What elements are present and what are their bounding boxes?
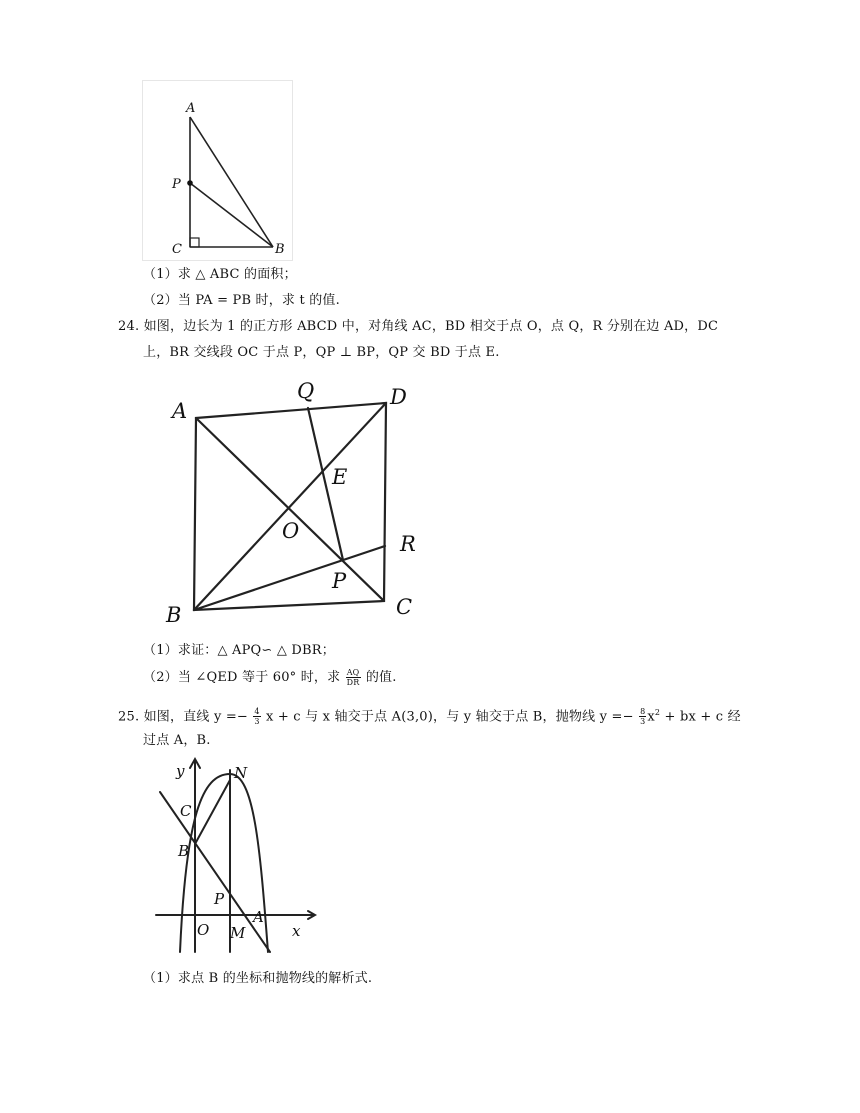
label-a: A — [186, 101, 196, 116]
q25-part1: （1）求点 B 的坐标和抛物线的解析式. — [143, 971, 373, 986]
label-n: N — [234, 764, 248, 782]
fraction-numerator: 4 — [254, 707, 260, 717]
q23-part1: （1）求 △ ABC 的面积； — [143, 267, 297, 282]
label-b: B — [166, 603, 182, 627]
fraction-denominator: DR — [346, 678, 360, 687]
q24-part2-tail: 的值. — [365, 670, 397, 685]
q24-part2-text: （2）当 ∠QED 等于 60° 时，求 — [143, 670, 341, 685]
label-d: D — [390, 385, 407, 409]
fraction-8-3 — [639, 707, 646, 726]
fraction-4-3 — [253, 707, 260, 726]
exponent: 2 — [654, 708, 661, 717]
label-p: P — [214, 890, 225, 908]
label-x: x — [292, 922, 301, 940]
q25-stem-b: x + c 与 x 轴交于点 A(3,0)，与 y 轴交于点 B，抛物线 y =− — [266, 709, 634, 725]
fraction-aq-dr — [346, 668, 361, 687]
q25-stem-line2: 过点 A，B. — [143, 733, 211, 748]
label-a: A — [172, 399, 188, 423]
q25-stem-line1 — [118, 704, 741, 726]
label-o: O — [197, 921, 210, 939]
label-q: Q — [297, 379, 315, 403]
q25-stem-a: 25. 如图，直线 y =− — [118, 709, 249, 725]
fraction-numerator: AQ — [346, 668, 360, 677]
q24-stem-line2: 上，BR 交线段 OC 于点 P，QP ⊥ BP，QP 交 BD 于点 E. — [143, 345, 500, 360]
label-y: y — [176, 762, 185, 780]
q23-part2: （2）当 PA = PB 时，求 t 的值. — [143, 293, 340, 308]
label-c: C — [172, 242, 182, 257]
q23-triangle-diagram — [142, 80, 294, 262]
label-b: B — [275, 242, 285, 257]
label-b: B — [178, 842, 190, 860]
q24-square-diagram — [160, 376, 430, 626]
q25-stem-c: x — [647, 709, 655, 725]
q23-figure — [142, 80, 294, 262]
label-e: E — [332, 465, 348, 489]
fraction-numerator: 8 — [640, 707, 646, 717]
q24-stem-line1: 24. 如图，边长为 1 的正方形 ABCD 中，对角线 AC，BD 相交于点 O，点 Q，R 分别在边 AD，DC — [118, 319, 719, 334]
q25-stem-d: + bx + c 经 — [660, 709, 741, 725]
q24-figure — [160, 376, 430, 626]
label-a: A — [253, 908, 264, 926]
q25-parabola-diagram — [150, 756, 320, 956]
q24-part1: （1）求证：△ APQ∽ △ DBR； — [143, 643, 335, 658]
fraction-denominator: 3 — [254, 717, 260, 727]
fraction-denominator: 3 — [640, 717, 646, 727]
label-r: R — [400, 532, 416, 556]
label-p: P — [172, 177, 181, 192]
label-c: C — [180, 802, 192, 820]
label-m: M — [230, 924, 246, 942]
q25-figure — [150, 756, 320, 956]
label-p: P — [332, 569, 347, 593]
point-p-dot — [187, 180, 193, 186]
q24-part2 — [143, 668, 397, 687]
label-c: C — [396, 595, 413, 619]
label-o: O — [282, 519, 300, 543]
